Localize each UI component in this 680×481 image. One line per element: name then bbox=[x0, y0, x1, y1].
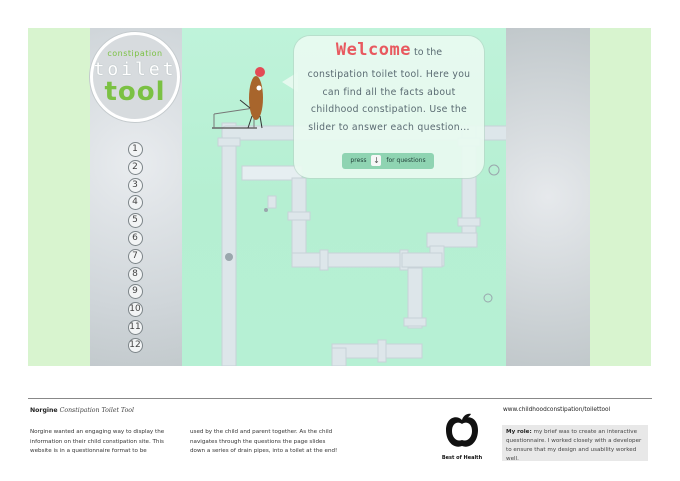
question-11-button[interactable]: 11 bbox=[128, 320, 143, 335]
welcome-heading-rest: to the bbox=[410, 47, 443, 58]
welcome-heading bbox=[294, 40, 484, 60]
question-8-button[interactable]: 8 bbox=[128, 267, 143, 282]
site-url[interactable]: www.childhoodconstipation/toilettool bbox=[503, 407, 611, 413]
best-of-health-logo bbox=[440, 412, 484, 461]
arrow-down-icon: ↓ bbox=[373, 156, 380, 165]
question-12-button[interactable]: 12 bbox=[128, 338, 143, 353]
press-label: press bbox=[350, 157, 367, 164]
project-name: Constipation Toilet Tool bbox=[59, 407, 135, 414]
question-1-button[interactable]: 1 bbox=[128, 142, 143, 157]
question-2-button[interactable]: 2 bbox=[128, 160, 143, 175]
question-7-button[interactable]: 7 bbox=[128, 249, 143, 264]
for-questions-label: for questions bbox=[386, 157, 426, 164]
question-5-button[interactable]: 5 bbox=[128, 213, 143, 228]
my-role-box bbox=[502, 425, 648, 461]
role-text: my brief was to create an interactive questionnaire. I worked closely with a developer to ensure that my design and usability worked well. bbox=[506, 429, 642, 462]
welcome-word: Welcome bbox=[335, 40, 411, 60]
client-name: Norgine bbox=[30, 407, 58, 414]
logo-line-constipation: constipation bbox=[107, 49, 163, 58]
description-column-2: used by the child and parent together. As the child navigates through the questions the page slides down a series of drain pipes, into a toilet at the end! bbox=[190, 429, 338, 454]
question-10-button[interactable]: 10 bbox=[128, 302, 143, 317]
question-6-button[interactable]: 6 bbox=[128, 231, 143, 246]
press-for-questions-button[interactable] bbox=[342, 153, 434, 169]
toilet-tool-logo bbox=[90, 32, 180, 122]
main-stage bbox=[182, 28, 506, 366]
description-column-1: Norgine wanted an engaging way to display the information on their child constipation site. This website is in a questionnaire format to be bbox=[30, 429, 165, 454]
logo-line-toilet: toilet bbox=[93, 59, 177, 80]
question-3-button[interactable]: 3 bbox=[128, 178, 143, 193]
brand-label: Best of Health bbox=[441, 455, 483, 461]
right-sidebar bbox=[506, 28, 590, 366]
apple-icon bbox=[442, 412, 482, 450]
logo-line-tool: tool bbox=[104, 77, 166, 107]
footer-divider bbox=[28, 398, 652, 399]
project-title bbox=[30, 407, 134, 414]
role-label: My role: bbox=[506, 429, 532, 435]
question-4-button[interactable]: 4 bbox=[128, 195, 143, 210]
question-number-nav bbox=[123, 142, 147, 356]
welcome-speech-bubble bbox=[294, 36, 484, 178]
question-9-button[interactable]: 9 bbox=[128, 284, 143, 299]
screenshot-frame bbox=[28, 28, 651, 366]
welcome-text: constipation toilet tool. Here you can find all the facts about childhood constipation. Use the slider to answer each question... bbox=[307, 69, 471, 133]
